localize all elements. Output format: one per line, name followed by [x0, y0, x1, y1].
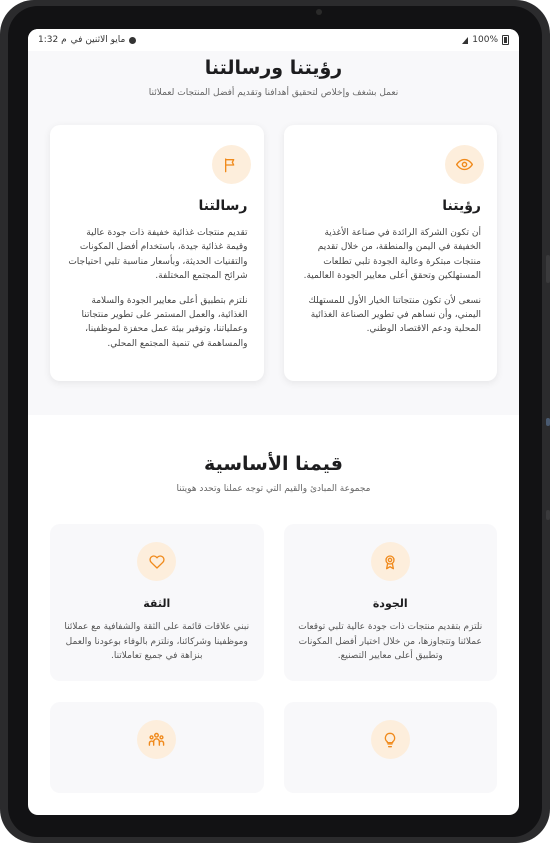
award-icon	[382, 554, 398, 570]
mission-title: رسالتنا	[198, 198, 248, 214]
value-icon-wrap	[371, 720, 410, 759]
vision-paragraph-2: نسعى لأن تكون منتجاتنا الخيار الأول للمستهلك اليمني، وأن نساهم في تطوير الصناعة الغذائية المحلية ودعم الاقتصاد الوطني.	[308, 295, 481, 335]
alarm-icon	[129, 37, 136, 44]
heart-icon	[149, 554, 165, 570]
values-row-2	[50, 702, 497, 793]
volume-button	[546, 255, 550, 283]
value-icon-wrap	[137, 542, 176, 581]
status-right	[462, 35, 509, 45]
vision-paragraph-1: أن تكون الشركة الرائدة في صناعة الأغذية الخفيفة في اليمن والمنطقة، من خلال تقديم منتجات مبتكرة وعالية الجودة تلبي تطلعات المستهلكين وتحقق أعلى معايير الجودة العالمية.	[303, 228, 481, 282]
battery-icon	[502, 35, 509, 45]
battery-level: 100%	[472, 35, 498, 45]
value-title: الثقة	[143, 597, 171, 611]
status-time: 1:32 م	[38, 35, 67, 45]
values-row-1	[50, 524, 497, 681]
status-date: مايو الاثنين في	[70, 35, 126, 45]
value-text: نبني علاقات قائمة على الثقة والشفافية مع عملائنا وموظفينا وشركائنا، ونلتزم بالوفاء بوعودنا والعمل بنزاهة في جميع تعاملاتنا.	[64, 622, 250, 661]
vision-title: رؤيتنا	[442, 198, 481, 214]
values-subtitle: مجموعة المبادئ والقيم التي توجه عملنا وتحدد هويتنا	[176, 484, 371, 495]
section-title: رؤيتنا ورسالتنا	[204, 57, 343, 79]
value-icon-wrap	[137, 720, 176, 759]
mission-paragraph-2: نلتزم بتطبيق أعلى معايير الجودة والسلامة الغذائية، والعمل المستمر على تطوير منتجاتنا وعملياتنا، وتوفير بيئة عمل محفزة لموظفينا، والمساهمة في تنمية المجتمع المحلي.	[81, 295, 248, 349]
mission-paragraph-1: تقديم منتجات غذائية خفيفة ذات جودة عالية وقيمة غذائية جيدة، باستخدام أفضل المكونات والتقنيات الحديثة، وبأسعار مناسبة تلبي احتياجات شرائح المجتمع المختلفة.	[68, 228, 248, 282]
values-section	[28, 415, 519, 793]
lightbulb-icon	[382, 732, 398, 748]
side-sensor	[546, 418, 550, 426]
values-title: قيمنا الأساسية	[204, 453, 343, 476]
value-title: الجودة	[372, 597, 408, 611]
mission-card	[50, 125, 264, 381]
status-bar	[28, 29, 519, 51]
screen	[28, 29, 519, 815]
front-camera	[316, 9, 322, 15]
vision-card	[284, 125, 498, 381]
value-card-quality	[284, 524, 498, 681]
team-icon	[148, 731, 165, 748]
flag-icon	[223, 157, 239, 173]
value-card-innovation	[284, 702, 498, 793]
mission-icon-wrap	[212, 145, 251, 184]
value-card-teamwork	[50, 702, 264, 793]
section-subtitle: نعمل بشغف وإخلاص لتحقيق أهدافنا وتقديم أفضل المنتجات لعملائنا	[148, 88, 399, 98]
vision-icon-wrap	[445, 145, 484, 184]
status-left	[38, 35, 136, 45]
page-content	[28, 51, 519, 793]
eye-icon	[456, 156, 473, 173]
value-card-trust	[50, 524, 264, 681]
power-button	[546, 510, 550, 520]
value-icon-wrap	[371, 542, 410, 581]
value-text: نلتزم بتقديم منتجات ذات جودة عالية تلبي توقعات عملائنا وتتجاوزها، من خلال اختيار أفضل المكونات وتطبيق أعلى معايير التصنيع.	[298, 622, 483, 661]
vision-mission-section	[28, 51, 519, 415]
signal-icon	[462, 37, 468, 44]
vision-mission-cards	[50, 125, 497, 381]
